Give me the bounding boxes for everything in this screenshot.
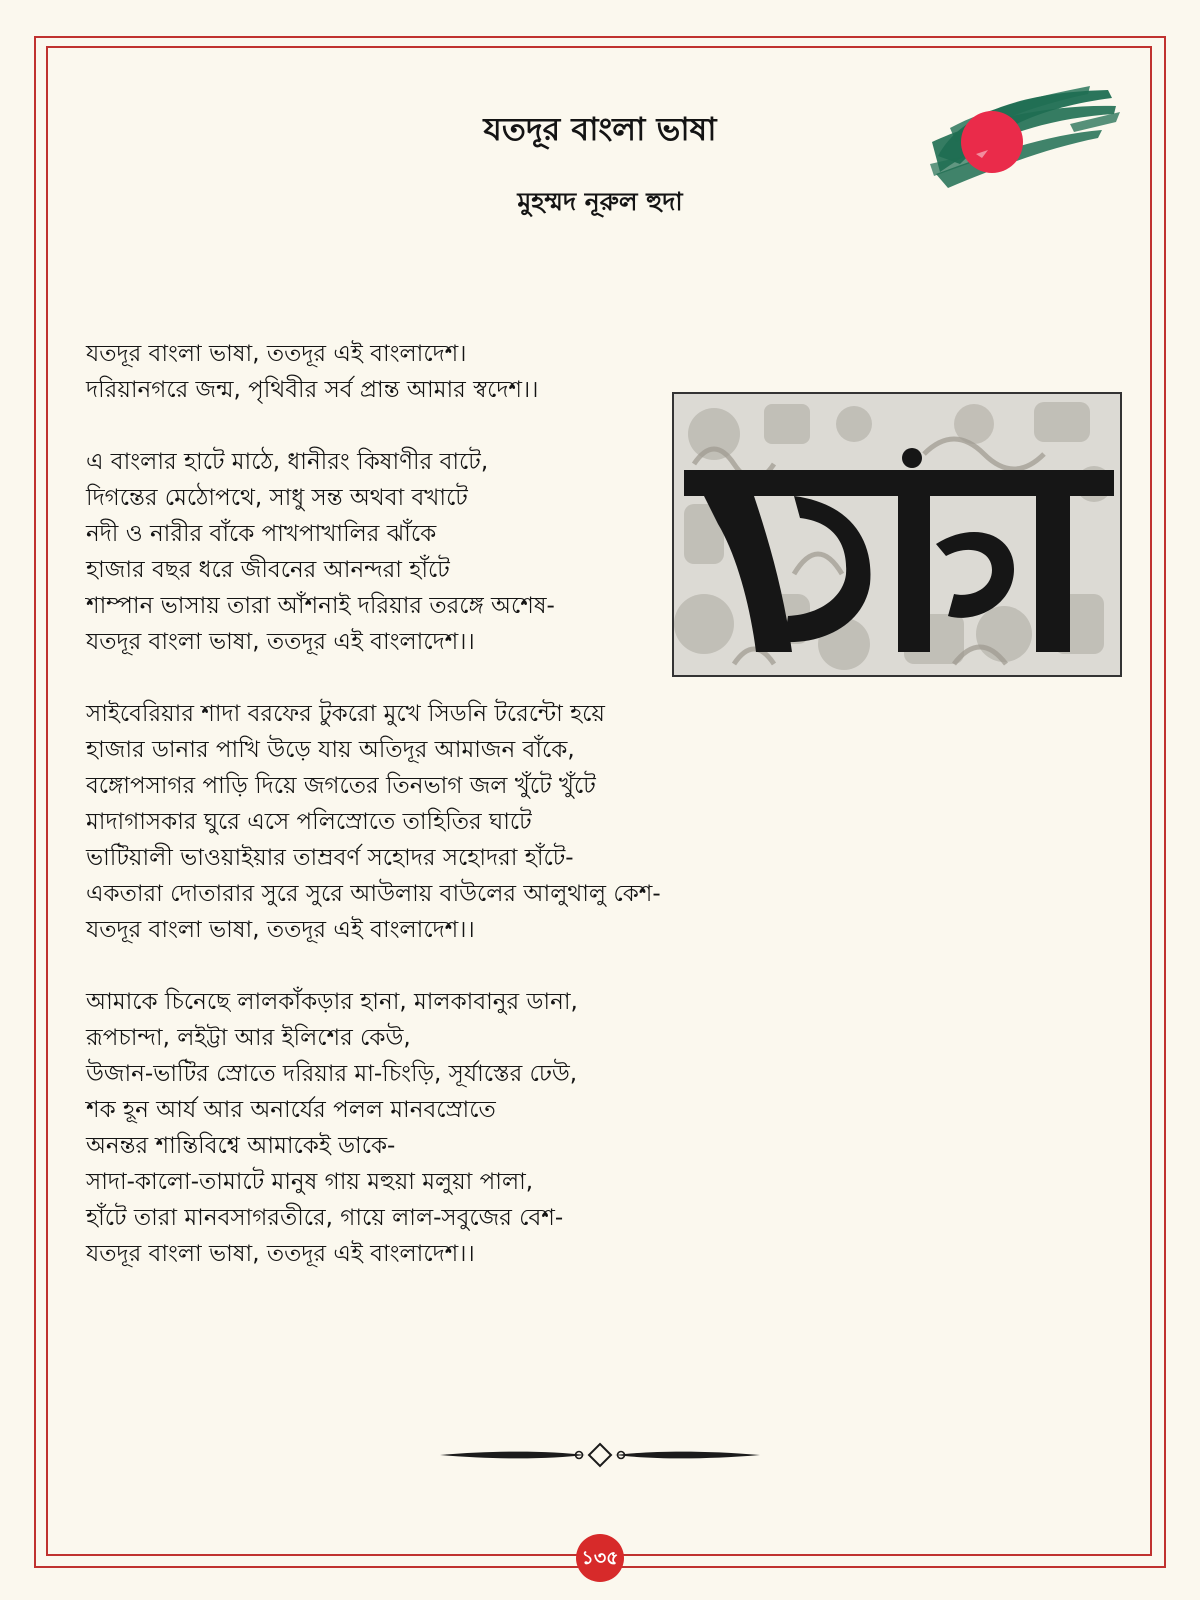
poem-line: মাদাগাসকার ঘুরে এসে পলিস্রোতে তাহিতির ঘাটে xyxy=(86,809,532,835)
poem-title: যতদূর বাংলা ভাষা xyxy=(483,110,717,148)
stanza xyxy=(86,444,766,660)
bangladesh-flag-icon xyxy=(930,84,1120,194)
poem-line: যতদূর বাংলা ভাষা, ততদূর এই বাংলাদেশ।। xyxy=(86,1241,475,1267)
poem-line: একতারা দোতারার সুরে সুরে আউলায় বাউলের আলুথালু কেশ- xyxy=(86,881,661,907)
poem-body xyxy=(86,336,766,1308)
poem-line: ভাটিয়ালী ভাওয়াইয়ার তাম্রবর্ণ সহোদর সহোদরা হাঁটে- xyxy=(86,845,574,871)
poem-author: মুহম্মদ নূরুল হুদা xyxy=(517,187,683,216)
poem-line: যতদূর বাংলা ভাষা, ততদূর এই বাংলাদেশ। xyxy=(86,341,467,367)
bangla-illustration xyxy=(672,392,1122,677)
poem-line: শাম্পান ভাসায় তারা আঁশনাই দরিয়ার তরঙ্গে অশেষ- xyxy=(86,593,555,619)
poem-line: নদী ও নারীর বাঁকে পাখপাখালির ঝাঁকে xyxy=(86,521,437,547)
poem-line: যতদূর বাংলা ভাষা, ততদূর এই বাংলাদেশ।। xyxy=(86,629,475,655)
stanza xyxy=(86,336,766,408)
poem-line: যতদূর বাংলা ভাষা, ততদূর এই বাংলাদেশ।। xyxy=(86,917,475,943)
stanza xyxy=(86,984,766,1272)
poem-line: বঙ্গোপসাগর পাড়ি দিয়ে জগতের তিনভাগ জল খুঁটে খুঁটে xyxy=(86,773,596,799)
poem-line: রূপচান্দা, লইট্টা আর ইলিশের কেউ, xyxy=(86,1025,411,1051)
page-number-badge: ১৩৫ xyxy=(576,1534,624,1582)
poem-line: শক হূন আর্য আর অনার্যের পলল মানবস্রোতে xyxy=(86,1097,496,1123)
divider-ornament xyxy=(440,1440,760,1470)
poem-line: হাজার ডানার পাখি উড়ে যায় অতিদূর আমাজন বাঁকে, xyxy=(86,737,575,763)
stanza xyxy=(86,696,766,948)
poem-line: দিগন্তের মেঠোপথে, সাধু সন্ত অথবা বখাটে xyxy=(86,485,468,511)
poem-line: সাইবেরিয়ার শাদা বরফের টুকরো মুখে সিডনি টরেন্টো হয়ে xyxy=(86,701,605,727)
poem-line: হাঁটে তারা মানবসাগরতীরে, গায়ে লাল-সবুজের বেশ- xyxy=(86,1205,564,1231)
poem-line: হাজার বছর ধরে জীবনের আনন্দরা হাঁটে xyxy=(86,557,450,583)
poem-line: আমাকে চিনেছে লালকাঁকড়ার হানা, মালকাবানুর ডানা, xyxy=(86,989,578,1015)
poem-line: দরিয়ানগরে জন্ম, পৃথিবীর সর্ব প্রান্ত আমার স্বদেশ।। xyxy=(86,377,539,403)
poem-line: এ বাংলার হাটে মাঠে, ধানীরং কিষাণীর বাটে, xyxy=(86,449,489,475)
poem-line: উজান-ভাটির স্রোতে দরিয়ার মা-চিংড়ি, সূর্যাস্তের ঢেউ, xyxy=(86,1061,578,1087)
poem-line: সাদা-কালো-তামাটে মানুষ গায় মহুয়া মলুয়া পালা, xyxy=(86,1169,534,1195)
poem-line: অনন্তর শান্তিবিশ্বে আমাকেই ডাকে- xyxy=(86,1133,396,1159)
